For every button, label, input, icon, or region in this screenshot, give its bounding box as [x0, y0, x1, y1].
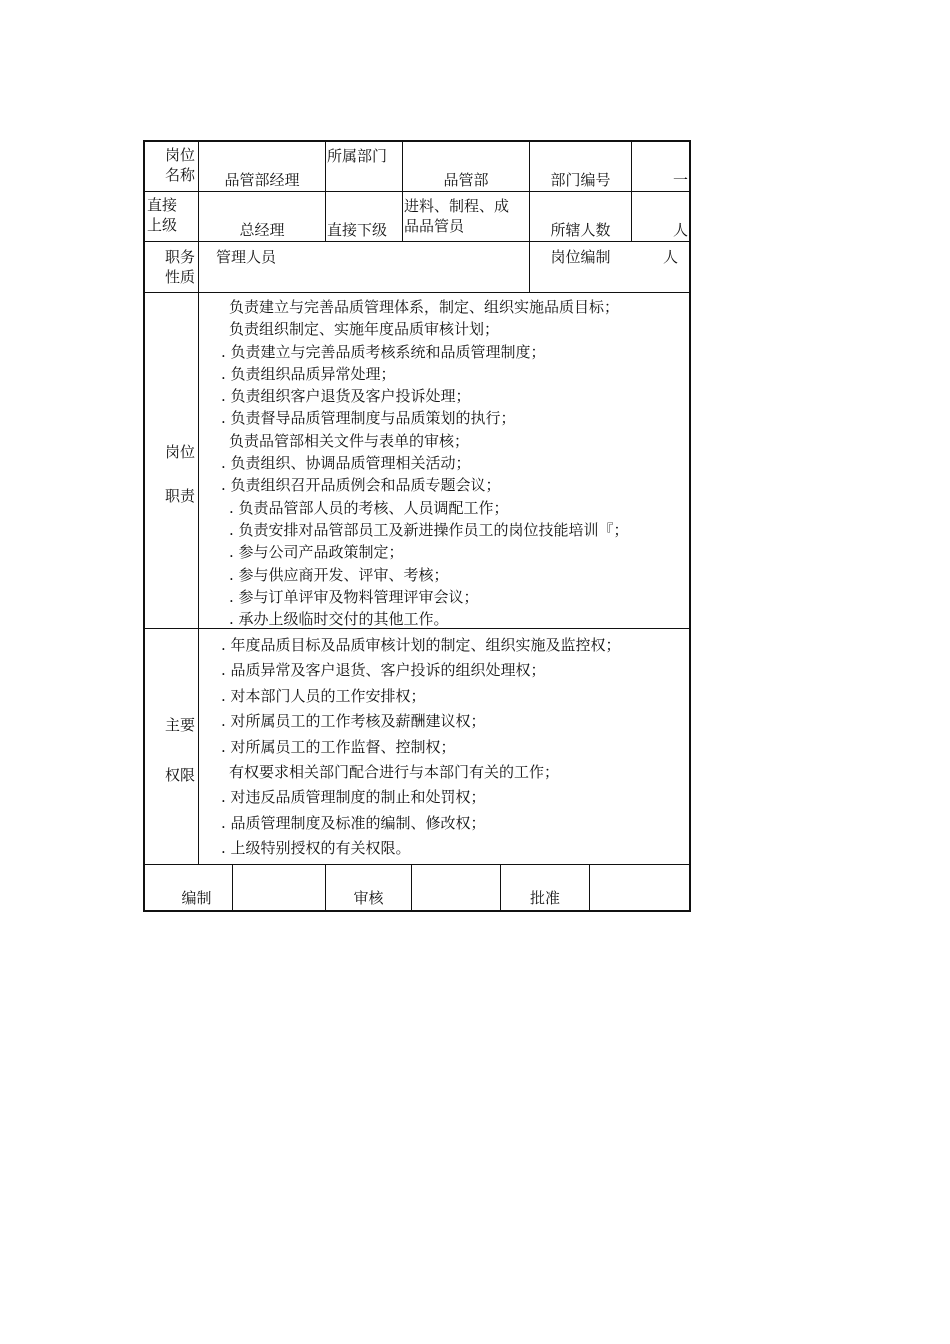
- authority-label-line1: 主要: [164, 716, 195, 734]
- approved-label: 批准: [529, 889, 560, 907]
- duty-item: . 负责品管部人员的考核、人员调配工作；: [229, 498, 509, 517]
- subordinate-value-line1: 进料、制程、成: [404, 197, 510, 215]
- nature-label-line1: 职务: [164, 248, 195, 266]
- duty-item: . 负责组织召开品质例会和品质专题会议；: [221, 476, 501, 495]
- duty-item: . 负责组织客户退货及客户投诉处理；: [221, 387, 471, 406]
- duties-list: [221, 296, 691, 630]
- duties-label-line1: 岗位: [164, 443, 195, 461]
- authority-item: . 对所属员工的工作监督、控制权；: [221, 737, 456, 756]
- subordinate-value-line2: 品品管员: [404, 217, 465, 235]
- nature-label: [147, 247, 197, 287]
- post-name-value: 品管部经理: [224, 171, 300, 189]
- superior-label-line2: 上级: [147, 216, 178, 234]
- duty-item: 负责品管部相关文件与表单的审核；: [229, 431, 470, 450]
- authority-item: 有权要求相关部门配合进行与本部门有关的工作；: [229, 763, 560, 782]
- nature-label-line2: 性质: [164, 268, 195, 286]
- prepared-label: 编制: [181, 889, 212, 907]
- authority-item: . 对本部门人员的工作安排权；: [221, 686, 426, 705]
- duty-item: . 负责安排对品管部员工及新进操作员工的岗位技能培训『；: [229, 520, 629, 539]
- duty-item: . 负责督导品质管理制度与品质策划的执行；: [221, 409, 516, 428]
- reviewed-label: 审核: [353, 889, 384, 907]
- col-divider: [402, 142, 403, 241]
- authority-list: [221, 633, 691, 862]
- superior-value: 总经理: [239, 221, 285, 239]
- subordinate-label: 直接下级: [327, 221, 388, 239]
- col-divider: [325, 142, 326, 241]
- headcount-label: 所辖人数: [550, 221, 611, 239]
- authority-item: . 品质异常及客户退货、客户投诉的组织处理权；: [221, 661, 546, 680]
- headcount-value: 人: [672, 221, 688, 239]
- duty-item: . 负责组织品质异常处理；: [221, 364, 396, 383]
- col-divider: [529, 142, 530, 292]
- duty-item: . 参与订单评审及物料管理评审会议；: [229, 587, 479, 606]
- duties-label-line2: 职责: [164, 487, 195, 505]
- job-description-table: [143, 140, 691, 912]
- authority-item: . 年度品质目标及品质审核计划的制定、组织实施及监控权；: [221, 636, 621, 654]
- authority-item: . 对所属员工的工作考核及薪酬建议权；: [221, 712, 486, 731]
- dept-no-value: 一: [672, 171, 688, 189]
- duty-item: . 参与供应商开发、评审、考核；: [229, 565, 449, 584]
- dept-no-label: 部门编号: [550, 171, 611, 189]
- prepared-signature-field[interactable]: [233, 865, 325, 912]
- post-name-label-line2: 名称: [164, 166, 195, 184]
- dept-label: 所属部门: [327, 147, 388, 165]
- duty-item: 负责建立与完善品质管理体系，制定、组织实施品质目标；: [229, 298, 620, 316]
- post-name-label-line1: 岗位: [164, 146, 195, 164]
- superior-label: [147, 195, 197, 235]
- authority-item: . 对违反品质管理制度的制止和处罚权；: [221, 788, 486, 807]
- duty-item: . 参与公司产品政策制定；: [229, 543, 404, 562]
- superior-label-line1: 直接: [147, 196, 178, 214]
- approved-signature-field[interactable]: [590, 865, 691, 912]
- row-divider: [145, 191, 691, 192]
- dept-value: 品管部: [443, 171, 489, 189]
- authority-item: . 上级特别授权的有关权限。: [221, 839, 411, 858]
- duty-item: . 负责组织、协调品质管理相关活动；: [221, 454, 471, 473]
- authority-item: . 品质管理制度及标准的编制、修改权；: [221, 813, 486, 832]
- staffing-value: 人: [662, 248, 678, 266]
- nature-value: 管理人员: [216, 248, 277, 266]
- post-name-label: [147, 145, 197, 185]
- staffing-label: 岗位编制: [550, 248, 611, 266]
- col-divider: [198, 142, 199, 864]
- authority-label-line2: 权限: [164, 766, 195, 784]
- row-divider: [145, 292, 691, 293]
- duty-item: 负责组织制定、实施年度品质审核计划；: [229, 320, 500, 339]
- subordinate-value: [404, 196, 529, 236]
- duties-label: [147, 430, 197, 518]
- authority-label: [147, 700, 197, 800]
- duty-item: . 承办上级临时交付的其他工作。: [229, 610, 449, 629]
- reviewed-signature-field[interactable]: [412, 865, 500, 912]
- duty-item: . 负责建立与完善品质考核系统和品质管理制度；: [221, 342, 546, 361]
- row-divider: [145, 241, 691, 242]
